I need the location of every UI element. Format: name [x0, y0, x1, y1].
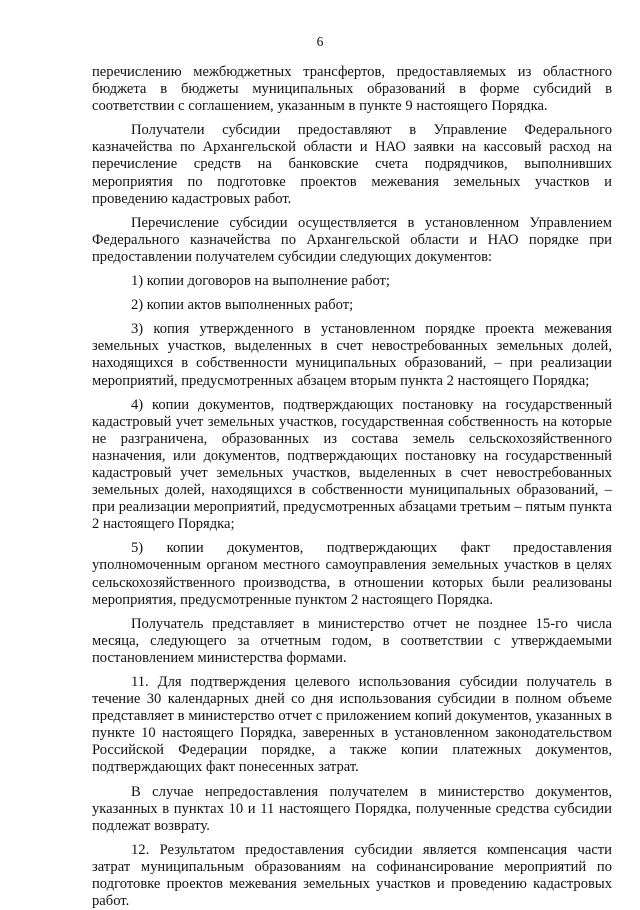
paragraph-vozvrat: В случае непредоставления получателем в министерство документов, указанных в пунктах 10 и 11 настоящего Порядка, полученные средства субсидии подлежат возврату.	[92, 783, 612, 834]
list-item-5: 5) копии документов, подтверждающих факт предоставления уполномоченным органом местного самоуправления земельных участков в целях сельскохозяйственного производства, в отношении которых были реализованы мероприятия, предусмотренные пунктом 2 настоящего Порядка.	[92, 540, 612, 608]
list-item-3: 3) копия утвержденного в установленном порядке проекта межевания земельных участков, выделенных в счет невостребованных земельных долей, находящихся в собственности муниципальных образований, – при реализации мероприятий, предусмотренных абзацем вторым пункта 2 настоящего Порядка;	[92, 321, 612, 389]
paragraph-otchet: Получатель представляет в министерство отчет не позднее 15-го числа месяца, следующего за отчетным годом, в соответствии с утверждаемыми постановлением министерства формами.	[92, 615, 612, 666]
paragraph-perechislenie: Перечисление субсидии осуществляется в установленном Управлением Федерального казначейства по Архангельской области и НАО порядке при предоставлении получателем субсидии следующих документов:	[92, 214, 612, 265]
list-item-4: 4) копии документов, подтверждающих постановку на государственный кадастровый учет земельных участков, государственная собственность на которые не разграничена, образованных из состава земель сельскохозяйственного назначения, или документов, подтверждающих постановку на государственный кадастровый учет земельных участков, выделенных в счет невостребованных земельных долей, находящихся в собственности муниципальных образований, – при реализации мероприятий, предусмотренных абзацами третьим – пятым пункта 2 настоящего Порядка;	[92, 396, 612, 533]
page-number: 6	[316, 34, 324, 49]
document-body	[92, 64, 612, 910]
paragraph-kassovy-raskhod: Получатели субсидии предоставляют в Управление Федерального казначейства по Архангельской области и НАО заявки на кассовый расход на перечисление средств на банковские счета подрядчиков, выполнивших мероприятия по подготовке проектов межевания земельных участков и проведению кадастровых работ.	[92, 122, 612, 207]
list-item-1: 1) копии договоров на выполнение работ;	[131, 273, 390, 290]
paragraph-continuation: перечислению межбюджетных трансфертов, предоставляемых из областного бюджета в бюджеты муниципальных образований в форме субсидий в соответствии с соглашением, указанным в пункте 9 настоящего Порядка.	[92, 64, 612, 115]
paragraph-item-11: 11. Для подтверждения целевого использования субсидии получатель в течение 30 календарных дней со дня использования субсидии в полном объеме представляет в министерство отчет с приложением копий документов, указанных в пункте 10 настоящего Порядка, заверенных в установленном законодательством Российской Федерации порядке, а также копии платежных документов, подтверждающих факт понесенных затрат.	[92, 674, 612, 776]
list-item-2: 2) копии актов выполненных работ;	[131, 297, 354, 314]
paragraph-item-12: 12. Результатом предоставления субсидии является компенсация части затрат муниципальным образованиям на софинансирование мероприятий по подготовке проектов межевания земельных участков и проведению кадастровых работ.	[92, 841, 612, 910]
